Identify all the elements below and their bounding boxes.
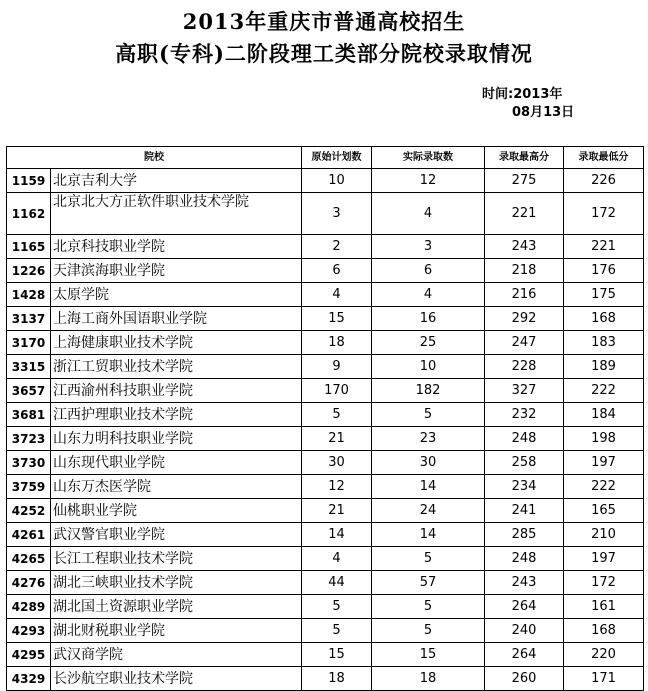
table-row — [7, 193, 644, 235]
title-line-2: 高职(专科)二阶段理工类部分院校录取情况 — [115, 41, 533, 66]
school-code: 3723 — [7, 427, 51, 451]
table-row — [7, 475, 644, 499]
highest-score: 218 — [485, 259, 564, 283]
actual-count: 10 — [372, 355, 485, 379]
lowest-score: 221 — [564, 235, 644, 259]
school-name: 浙江工贸职业技术学院 — [51, 355, 302, 379]
plan-count: 9 — [302, 355, 372, 379]
plan-count: 4 — [302, 547, 372, 571]
school-code: 1162 — [7, 193, 51, 235]
table-row — [7, 643, 644, 667]
lowest-score: 198 — [564, 427, 644, 451]
lowest-score: 172 — [564, 193, 644, 235]
plan-count: 6 — [302, 259, 372, 283]
school-name: 北京吉利大学 — [51, 169, 302, 193]
highest-score: 221 — [485, 193, 564, 235]
school-name: 长江工程职业技术学院 — [51, 547, 302, 571]
actual-count: 14 — [372, 523, 485, 547]
plan-count: 5 — [302, 595, 372, 619]
plan-count: 18 — [302, 331, 372, 355]
lowest-score: 165 — [564, 499, 644, 523]
actual-count: 30 — [372, 451, 485, 475]
school-code: 4295 — [7, 643, 51, 667]
lowest-score: 161 — [564, 595, 644, 619]
plan-count: 4 — [302, 283, 372, 307]
actual-count: 25 — [372, 331, 485, 355]
highest-score: 247 — [485, 331, 564, 355]
actual-count: 4 — [372, 193, 485, 235]
plan-count: 15 — [302, 307, 372, 331]
plan-count: 21 — [302, 427, 372, 451]
table-row — [7, 379, 644, 403]
table-row — [7, 403, 644, 427]
admission-table — [6, 146, 644, 691]
school-name: 长沙航空职业技术学院 — [51, 667, 302, 691]
table-row — [7, 595, 644, 619]
highest-score: 292 — [485, 307, 564, 331]
highest-score: 216 — [485, 283, 564, 307]
date-line-1: 时间:2013年 — [482, 87, 563, 102]
table-row — [7, 331, 644, 355]
actual-count: 18 — [372, 667, 485, 691]
table-row — [7, 451, 644, 475]
lowest-score: 226 — [564, 169, 644, 193]
highest-score: 232 — [485, 403, 564, 427]
school-name: 上海健康职业技术学院 — [51, 331, 302, 355]
school-code: 4289 — [7, 595, 51, 619]
plan-count: 14 — [302, 523, 372, 547]
lowest-score: 172 — [564, 571, 644, 595]
school-name: 江西护理职业技术学院 — [51, 403, 302, 427]
highest-score: 228 — [485, 355, 564, 379]
plan-count: 10 — [302, 169, 372, 193]
lowest-score: 171 — [564, 667, 644, 691]
table-row — [7, 427, 644, 451]
plan-count: 18 — [302, 667, 372, 691]
school-name: 山东力明科技职业学院 — [51, 427, 302, 451]
school-name: 上海工商外国语职业学院 — [51, 307, 302, 331]
actual-count: 23 — [372, 427, 485, 451]
title-line-1: 2013年重庆市普通高校招生 — [182, 9, 466, 34]
plan-count: 170 — [302, 379, 372, 403]
highest-score: 248 — [485, 427, 564, 451]
lowest-score: 210 — [564, 523, 644, 547]
school-name: 山东万杰医学院 — [51, 475, 302, 499]
school-name: 北京北大方正软件职业技术学院 — [51, 193, 302, 235]
school-code: 1159 — [7, 169, 51, 193]
actual-count: 14 — [372, 475, 485, 499]
highest-score: 243 — [485, 235, 564, 259]
school-code: 1226 — [7, 259, 51, 283]
header-school: 院校 — [7, 147, 302, 169]
plan-count: 15 — [302, 643, 372, 667]
table-row — [7, 619, 644, 643]
lowest-score: 184 — [564, 403, 644, 427]
lowest-score: 175 — [564, 283, 644, 307]
table-row — [7, 235, 644, 259]
school-name: 湖北国土资源职业学院 — [51, 595, 302, 619]
highest-score: 285 — [485, 523, 564, 547]
school-code: 3137 — [7, 307, 51, 331]
highest-score: 258 — [485, 451, 564, 475]
school-name: 武汉商学院 — [51, 643, 302, 667]
header-actual: 实际录取数 — [372, 147, 485, 169]
school-name: 湖北财税职业学院 — [51, 619, 302, 643]
school-code: 3170 — [7, 331, 51, 355]
school-code: 4276 — [7, 571, 51, 595]
highest-score: 327 — [485, 379, 564, 403]
highest-score: 275 — [485, 169, 564, 193]
school-name: 太原学院 — [51, 283, 302, 307]
highest-score: 264 — [485, 643, 564, 667]
lowest-score: 189 — [564, 355, 644, 379]
school-name: 武汉警官职业学院 — [51, 523, 302, 547]
actual-count: 15 — [372, 643, 485, 667]
table-row — [7, 355, 644, 379]
lowest-score: 197 — [564, 547, 644, 571]
highest-score: 241 — [485, 499, 564, 523]
plan-count: 5 — [302, 619, 372, 643]
header-high: 录取最高分 — [485, 147, 564, 169]
actual-count: 24 — [372, 499, 485, 523]
plan-count: 21 — [302, 499, 372, 523]
highest-score: 264 — [485, 595, 564, 619]
school-code: 1165 — [7, 235, 51, 259]
school-code: 3759 — [7, 475, 51, 499]
highest-score: 240 — [485, 619, 564, 643]
lowest-score: 197 — [564, 451, 644, 475]
date-line-2: 08月13日 — [512, 105, 575, 120]
school-name: 天津滨海职业学院 — [51, 259, 302, 283]
table-row — [7, 667, 644, 691]
lowest-score: 183 — [564, 331, 644, 355]
actual-count: 57 — [372, 571, 485, 595]
lowest-score: 222 — [564, 379, 644, 403]
actual-count: 4 — [372, 283, 485, 307]
lowest-score: 168 — [564, 307, 644, 331]
table-row — [7, 259, 644, 283]
actual-count: 5 — [372, 403, 485, 427]
actual-count: 6 — [372, 259, 485, 283]
actual-count: 5 — [372, 619, 485, 643]
highest-score: 243 — [485, 571, 564, 595]
school-code: 4329 — [7, 667, 51, 691]
plan-count: 2 — [302, 235, 372, 259]
lowest-score: 222 — [564, 475, 644, 499]
plan-count: 30 — [302, 451, 372, 475]
plan-count: 5 — [302, 403, 372, 427]
school-name: 仙桃职业学院 — [51, 499, 302, 523]
actual-count: 5 — [372, 547, 485, 571]
actual-count: 16 — [372, 307, 485, 331]
header-low: 录取最低分 — [564, 147, 644, 169]
school-code: 4261 — [7, 523, 51, 547]
table-header-row — [7, 147, 644, 169]
actual-count: 5 — [372, 595, 485, 619]
school-code: 3657 — [7, 379, 51, 403]
school-code: 1428 — [7, 283, 51, 307]
school-name: 湖北三峡职业技术学院 — [51, 571, 302, 595]
table-row — [7, 547, 644, 571]
school-code: 3681 — [7, 403, 51, 427]
table-row — [7, 571, 644, 595]
table-row — [7, 283, 644, 307]
table-row — [7, 169, 644, 193]
plan-count: 3 — [302, 193, 372, 235]
table-row — [7, 307, 644, 331]
lowest-score: 220 — [564, 643, 644, 667]
school-name: 北京科技职业学院 — [51, 235, 302, 259]
actual-count: 182 — [372, 379, 485, 403]
highest-score: 248 — [485, 547, 564, 571]
school-code: 4265 — [7, 547, 51, 571]
table-row — [7, 499, 644, 523]
header-plan: 原始计划数 — [302, 147, 372, 169]
actual-count: 12 — [372, 169, 485, 193]
actual-count: 3 — [372, 235, 485, 259]
school-code: 3730 — [7, 451, 51, 475]
school-code: 3315 — [7, 355, 51, 379]
plan-count: 12 — [302, 475, 372, 499]
school-name: 山东现代职业学院 — [51, 451, 302, 475]
school-name: 江西渝州科技职业学院 — [51, 379, 302, 403]
lowest-score: 176 — [564, 259, 644, 283]
lowest-score: 168 — [564, 619, 644, 643]
table-row — [7, 523, 644, 547]
highest-score: 260 — [485, 667, 564, 691]
school-code: 4293 — [7, 619, 51, 643]
highest-score: 234 — [485, 475, 564, 499]
school-code: 4252 — [7, 499, 51, 523]
plan-count: 44 — [302, 571, 372, 595]
